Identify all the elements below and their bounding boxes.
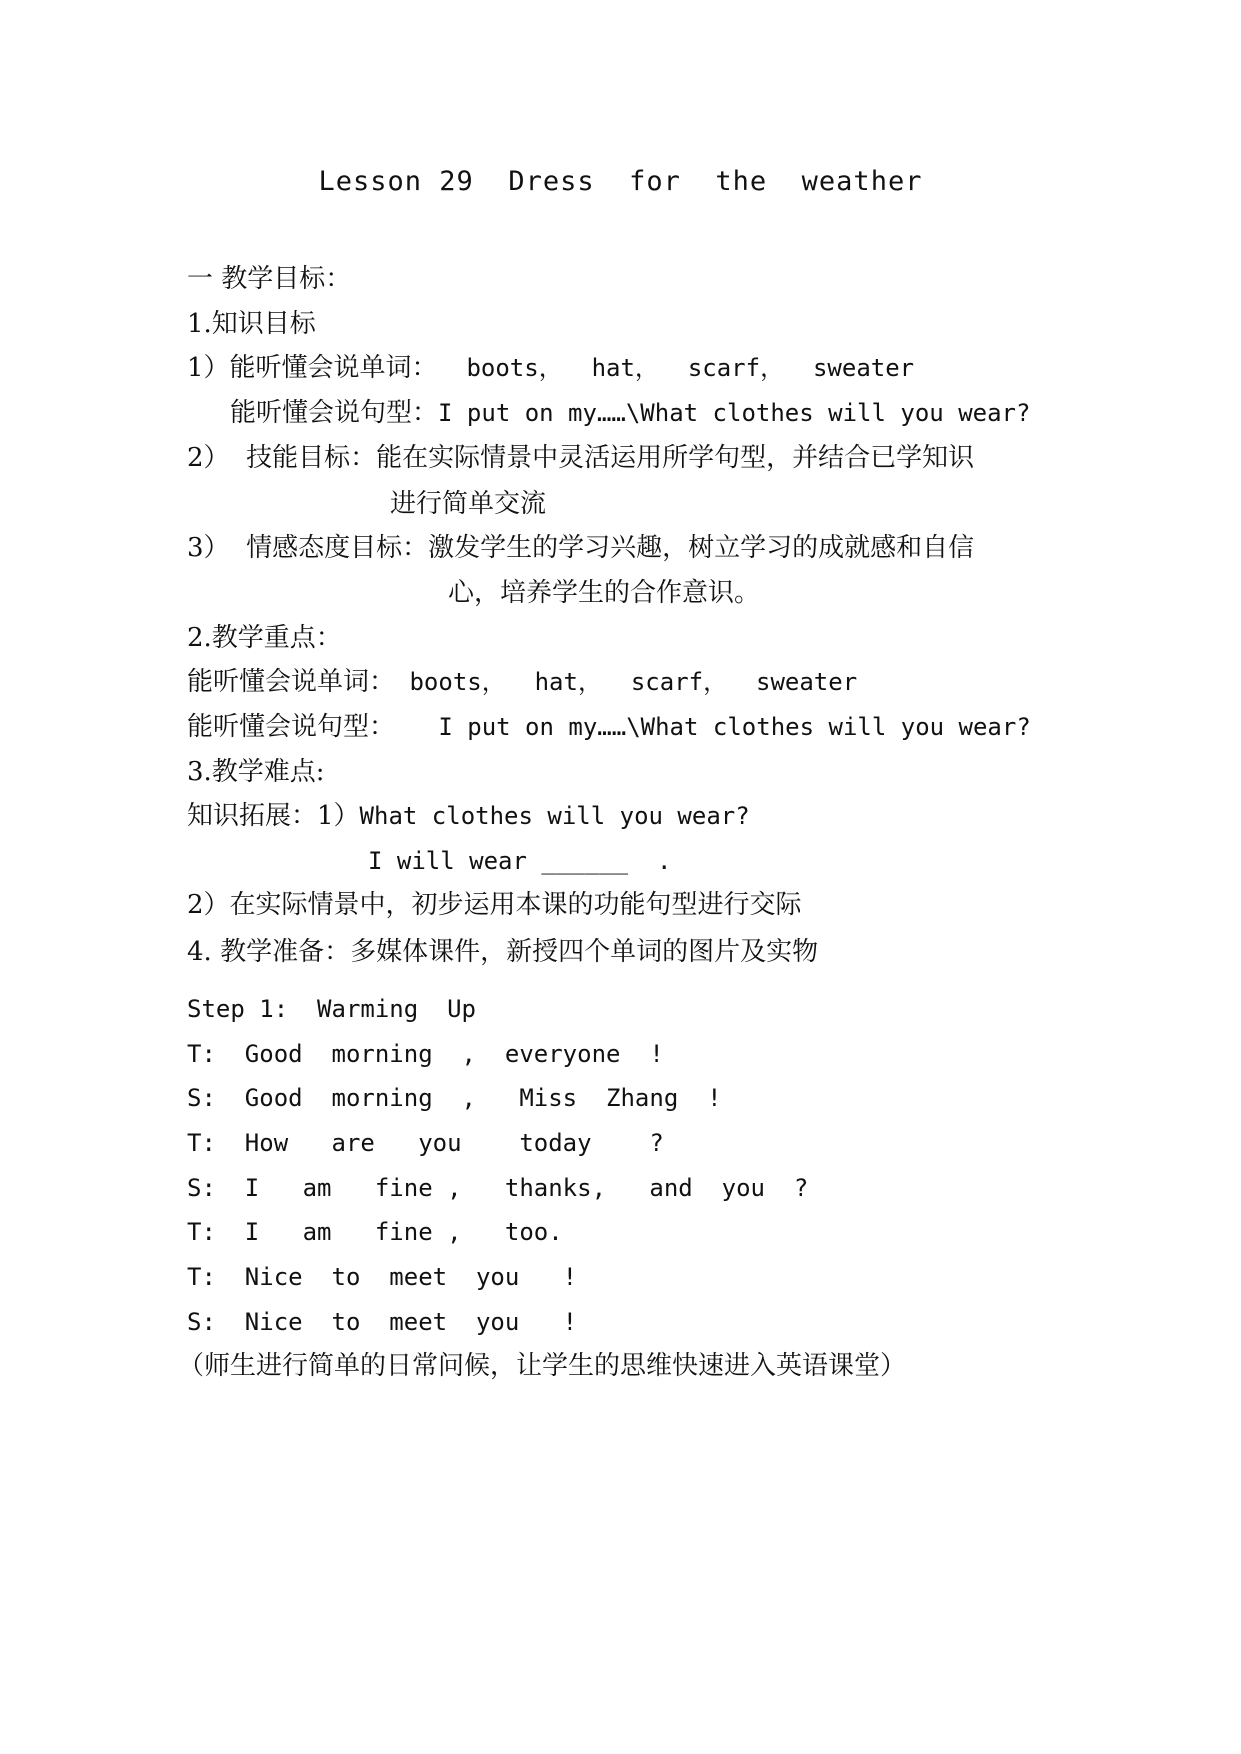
key-points-words-list: boots， hat， scarf， sweater <box>395 668 858 696</box>
difficulty-item-2: 2）在实际情景中，初步运用本课的功能句型进行交际 <box>187 890 802 920</box>
knowledge-heading: 1.知识目标 <box>187 309 316 339</box>
preparation-line: 4. 教学准备：多媒体课件，新授四个单词的图片及实物 <box>187 937 819 967</box>
key-points-sentence-text: I put on my……\What clothes will you wear? <box>395 713 1031 741</box>
knowledge-item-1b-label: 能听懂会说句型： <box>230 398 439 428</box>
key-points-sentence-label: 能听懂会说句型： <box>187 712 396 742</box>
knowledge-item-1b <box>230 396 1030 430</box>
dialogue-line: T: How are you today ? <box>187 1129 664 1157</box>
key-points-sentence <box>187 710 1031 744</box>
knowledge-item-1b-text: I put on my……\What clothes will you wear? <box>438 399 1031 427</box>
key-points-words-label: 能听懂会说单词： <box>187 667 396 697</box>
key-points-heading: 2.教学重点： <box>187 623 342 653</box>
step1-heading: Step 1: Warming Up <box>187 995 476 1023</box>
dialogue-line: S: Good morning , Miss Zhang ! <box>187 1084 722 1112</box>
skill-objective-line1: 2） 技能目标：能在实际情景中灵活运用所学句型，并结合已学知识 <box>187 443 975 473</box>
step1-note: （师生进行简单的日常问候，让学生的思维快速进入英语课堂） <box>178 1351 907 1381</box>
knowledge-item-1-words: boots， hat， scarf， sweater <box>437 354 915 382</box>
lesson-title: Lesson 29 Dress for the weather <box>318 166 923 197</box>
difficulty-answer-text: I will wear ______ . <box>368 847 672 875</box>
difficulty-heading: 3.教学难点: <box>187 757 325 787</box>
dialogue-line: T: Nice to meet you ! <box>187 1263 578 1291</box>
dialogue-line: T: Good morning , everyone ! <box>187 1040 664 1068</box>
difficulty-item-1-question: What clothes will you wear? <box>359 802 750 830</box>
knowledge-item-1 <box>187 351 914 385</box>
dialogue-line: S: I am fine , thanks, and you ? <box>187 1174 809 1202</box>
knowledge-item-1-label: 1）能听懂会说单词： <box>187 353 438 383</box>
attitude-objective-line2: 心，培养学生的合作意识。 <box>448 578 761 608</box>
dialogue-line: T: I am fine , too. <box>187 1218 563 1246</box>
objectives-heading: 一 教学目标： <box>187 264 352 294</box>
attitude-objective-line1: 3） 情感态度目标：激发学生的学习兴趣，树立学习的成就感和自信 <box>187 533 975 563</box>
dialogue-line: S: Nice to meet you ! <box>187 1308 578 1336</box>
skill-objective-line2: 进行简单交流 <box>390 489 547 519</box>
key-points-words <box>187 665 857 699</box>
difficulty-item-1-label: 知识拓展：1） <box>187 801 360 831</box>
difficulty-item-1 <box>187 799 750 833</box>
difficulty-item-1-answer <box>368 844 671 878</box>
